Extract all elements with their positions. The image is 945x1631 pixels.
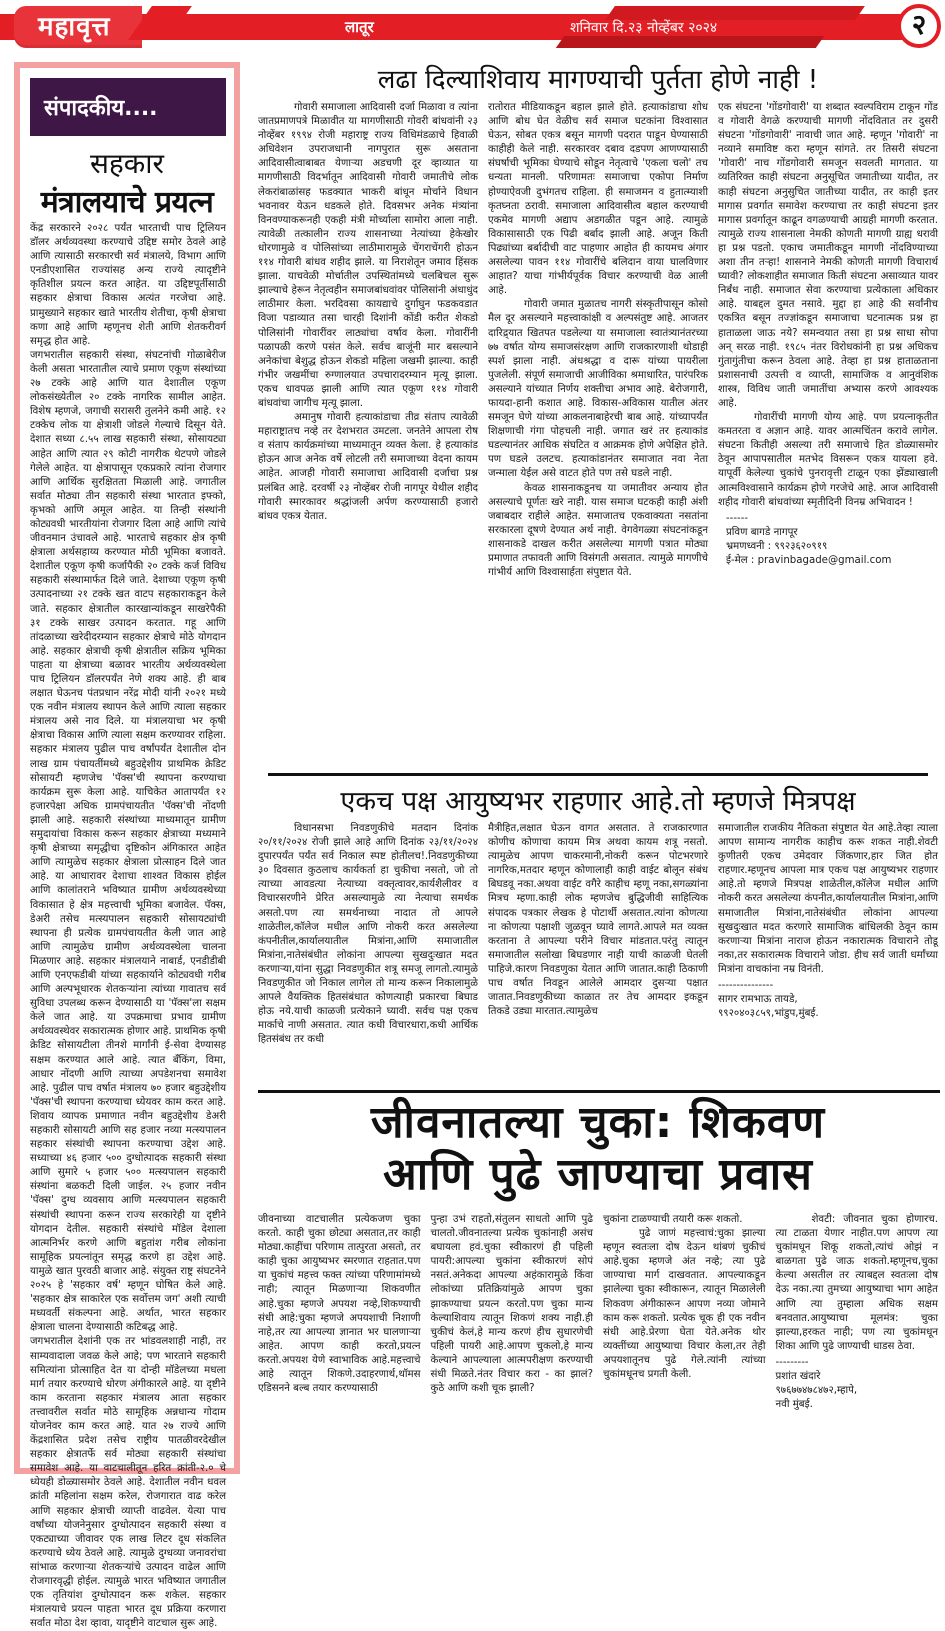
author-email: ई-मेल : pravinbagade@gmail.com xyxy=(726,555,892,566)
author-phone: भ्रमणध्वनी : ९९२३६२०९१९ xyxy=(726,540,828,552)
article3-headline-line1: जीवनातल्या चुका: शिकवण xyxy=(370,1097,826,1148)
article3-byline xyxy=(776,1356,939,1412)
article2-headline: एकच पक्ष आयुष्यभर राहणार आहे.तो म्हणजे मित्रपक्ष xyxy=(340,786,856,817)
edition-city: लातूर xyxy=(345,18,374,36)
article-paragraph: पुढे जाणं महत्त्वाचं:चुका झाल्या म्हणून स्वतःला दोष देऊन थांबणं चुकीचं आहे.चुका म्हणजे अंत नव्हे; त्या पुढे जाण्याचा मार्ग दाखवतात. आपल्याकडून झालेल्या चुका स्वीकारून, त्यातून मिळालेली शिकवण अंगीकारून आपण नव्या जोमाने काम करू शकतो. प्रत्येक चूक ही एक नवीन संधी आहे.प्रेरणा घेता येते.अनेक थोर व्यक्तींच्या आयुष्याचा विचार केला,तर तेही अपयशातूनच पुढे गेले.त्यांनी त्यांच्या चुकांमधूनच प्रगती केली. xyxy=(603,1228,766,1381)
article3-column xyxy=(776,1213,939,1479)
article3-column xyxy=(603,1213,766,1479)
article-paragraph: एक संघटना 'गोंडगोवारी' या शब्दात स्वल्पविराम टाकून गोंड व गोवारी वेगळे करण्याची मागणी नोंदवितात तर दुसरी संघटना 'गोंडगोवारी' नावाची जात आहे. म्हणून 'गोवारी' ना नव्याने समाविष्ट करा म्हणून सांगते. तर तिसरी संघटना 'गोवारी' नाच गोंडगोवारी समजून सवलती मागतात. या व्यतिरिक्त काही संघटना अनुसूचित जमातीच्या यादीत, तर काही संघटना अनुसुचित जातीच्या यादीत, तर काही इतर मागास प्रवर्गात समावेश करण्याचा तर काही संघटना इतर मागास प्रवर्गातून काढून वगळण्याची आग्रही मागणी करतात. त्यामुळे राज्य शासनाला नेमकी कोणती मागणी ग्राह्य धरावी हा प्रश्न पडतो. एकाच जमातीकडून मागणी नोंदविण्याच्या अशा तीन तऱ्हा! शासनाने नेमकी कोणती मागणी विचारार्थ घ्यावी? लोकशाहीत समाजात किती संघटना असाव्यात यावर निर्बंध नाही. समाजात सेवा करण्याचा प्रत्येकाला अधिकार आहे. याबद्दल दुमत नसावे. मुद्दा हा आहे की सर्वांनीच एकत्रित बसून तज्ज्ञांकडून समाजाचा घटनात्मक प्रश्न हा हाताळला जाऊ नये? समन्वयात तसा हा प्रश्न साधा सोपा अन् सरळ नाही. १९८५ नंतर विरोधकांनी हा प्रश्न अधिकच गुंतागुंतीचा करून ठेवला आहे. तेव्हा हा प्रश्न हाताळताना प्रशासनाची उत्पत्ती व व्याप्ती, सामाजिक व आनुवंशिक शास्त्र, विविध जाती जमातींचा अभ्यास करणे आवश्यक आहे. xyxy=(718,102,938,409)
article-paragraph: जीवनाच्या वाटचालीत प्रत्येकजण चुका करतो. काही चुका छोट्या असतात,तर काही मोठ्या.काहींचा परिणाम तात्पुरता असतो, तर काही चुका आयुष्यभर स्मरणात राहतात.पण या चुकांचं महत्त्व फक्त त्यांच्या परिणामांमध्ये नाही; त्यातून मिळणाऱ्या शिकवणीत आहे.चुका म्हणजे अपयश नव्हे,शिकण्याची संधी आहे:चुका म्हणजे अपयशाची निशाणी नाहे,तर त्या आपल्या ज्ञानात भर घालणाऱ्या आहेत. आपण काही करतो,प्रयत्न करतो.अपयश येणे स्वाभाविक आहे.महत्त्वाचे आहे त्यातून शिकणे.उदाहरणार्थ,थॉमस एडिसनने बल्ब तयार करण्यासाठी xyxy=(258,1214,421,1395)
article1-body xyxy=(258,101,938,763)
author-contact: ९९२०४०३८५९,भांडुप,मुंबई. xyxy=(718,1008,819,1020)
masthead xyxy=(0,0,945,54)
section-divider xyxy=(268,773,928,776)
article-paragraph: केवळ शासनाकडूनच या जमातीवर अन्याय होत असल्याचे पूर्णतः खरे नाही. यास समाज घटकही काही अंशी जबाबदार राहीले आहेत. समाजातच एकवाक्यता नसतांना सरकारला दूषणे देण्यात अर्थ नाही. वेगवेगळ्या संघटनांकडून शासनाकडे दाखल करीत असलेल्या मागणी पत्रात मोठ्या प्रमाणात तफावती आणि विसंगती असतात. त्यामुळे मागणीचे गांभीर्य आणि विश्वासार्हता संपुष्टात येते. xyxy=(488,482,708,579)
byline-separator: --------- xyxy=(775,1356,809,1368)
editorial-banner xyxy=(30,78,226,136)
article3-column xyxy=(431,1213,594,1479)
article3-column xyxy=(258,1213,421,1479)
article1-column xyxy=(718,101,938,763)
editorial-paragraph: जगभरातील सहकारी संस्था, संघटनांची गोळाबेरीज केली असता भारतातील त्याचे प्रमाण एकूण संस्थांच्या २७ टक्के आहे आणि यात देशातील एकूण लोकसंख्येतील २० टक्के नागरिक सामील आहेत. विशेष म्हणजे, जगाची सरासरी तुलनेने कमी आहे. १२ टक्केच लोक या क्षेत्राशी जोडले गेल्याचे दिसून येते. देशात सध्या ८.५५ लाख सहकारी संस्था, सोसायट्या आहेत आणि त्यात २९ कोटी नागरीक थेटपणे जोडले गेलेले आहेत. या क्षेत्रापासून एकप्रकारे त्यांना रोजगार आणि आर्थिक सुरक्षितता मिळाली आहे. जगातील सर्वात मोठ्या तीन सहकारी संस्था भारतात इफ्को, कृभको आणि अमूल आहेत. या तिन्ही संस्थांनी कोट्यवधी भारतीयांना रोजगार दिला आहे आणि त्यांचे जीवनमान उंचावले आहे. भारताचे सहकार क्षेत्र कृषी क्षेत्राला अर्थसहाय्य करण्यात मोठी भूमिका बजावते. देशातील एकूण कृषी कर्जापैकी २० टक्के कर्ज विविध सहकारी संस्थामार्फत दिले जाते. देशाच्या एकूण कृषी उत्पादनाच्या २१ टक्के खत वाटप सहकाराकडून केले जाते. सहकार क्षेत्रातील कारखान्यांकडून साखरेपैकी ३१ टक्के साखर उत्पादन करतात. गहू आणि तांदळाच्या खरेदीदरम्यान सहकार क्षेत्राचे मोठे योगदान आहे. सहकार क्षेत्राची कृषी क्षेत्रातील सक्रिय भूमिका पाहता या क्षेत्राच्या बळावर भारतीय अर्थव्यवस्थेला पाच ट्रिलियन डॉलरपर्यंत नेणे शक्य आहे. ही बाब लक्षात घेऊनच पंतप्रधान नरेंद्र मोदी यांनी २०२१ मध्ये एक नवीन मंत्रालय स्थापन केले आणि त्याला सहकार मंत्रालय असे नाव दिले. या मंत्रालयाचा भर कृषी क्षेत्राचा विकास आणि त्याला सक्षम करण्यावर राहिला. सहकार मंत्रालय पुढील पाच वर्षांपर्यंत देशातील दोन लाख ग्राम पंचायतींमध्ये बहुउद्देशीय प्राथमिक क्रेडिट सोसायटी म्हणजेच 'पॅक्स'ची स्थापना करण्याचा कार्यक्रम सुरू केला आहे. याचिकेत आतापर्यंत १२ हजारपेक्षा अधिक ग्रामपंचायतीत 'पॅक्स'ची नोंदणी झाली आहे. सहकारी संस्थांच्या माध्यमातून ग्रामीण समुदायांचा विकास करून सहकार क्षेत्राच्या मध्यमाने कृषी क्षेत्राच्या समृद्धीचा दृष्टिकोन अंगिकारत आहेत आणि त्यामुळेच सहकार क्षेत्राला प्रोत्साहन दिले जात आहे. या आधारावर देशाचा शाश्वत विकास होईल आणि कालांतराने भविष्यात ग्रामीण अर्थव्यवस्थेच्या विकासात हे क्षेत्र महत्त्वाची भूमिका बजावेल. पॅक्स, डेअरी तसेच मत्स्यपालन सहकारी सोसायट्यांची स्थापना ही प्रत्येक ग्रामपंचायतीत केली जात आहे आणि त्यामुळेच ग्रामीण अर्थव्यवस्थेला चालना मिळणार आहे. सहकार मंत्रालयाने नाबार्ड, एनडीडीबी आणि एनएफडीबी यांच्या सहकार्याने कोट्यवधी गरीब आणि अल्पभूधारक शेतकऱ्यांना त्यांच्या गावातच सर्व सुविधा उपलब्ध करून देण्यासाठी या 'पॅक्स'ला सक्षम केले जात आहे. या उपक्रमाचा प्रभाव ग्रामीण अर्थव्यवस्थेवर सकारात्मक होणार आहे. प्राथमिक कृषी क्रेडिट सोसायटीला तीनशे मार्गांनी ई-सेवा देण्यासह सक्षम करण्यात आले आहे. त्यात बँकिंग, विमा, आधार नोंदणी आणि त्याच्या अपडेशनचा समावेश आहे. पुढील पाच वर्षात मंत्रालय ७० हजार बहुउद्देशीय 'पॅक्स'ची स्थापना करण्याचा ध्येयवर काम करत आहे. शिवाय व्यापक प्रमाणात नवीन बहुउद्देशीय डेअरी सहकारी सोसायटी आणि सह हजार नव्या मत्स्यपालन सहकार संस्थांची स्थापना करण्याचा उद्देश आहे. सध्याच्या ४६ हजार ५०० दुग्धोत्पादक सहकारी संस्था आणि सुमारे ५ हजार ५०० मत्स्यपालन सहकारी संस्थांना बळकटी दिली जाईल. २५ हजार नवीन 'पॅक्स' दुग्ध व्यवसाय आणि मत्स्यपालन सहकारी संस्थांची स्थापना करून राज्य सरकारेही या दृष्टीने योगदान देतील. सहकारी संस्थांचे मॉडेल देशाला आत्मनिर्भर करणे आणि बहुतांश गरीब लोकांना सामूहिक प्रयत्नांतून समृद्ध करणे हा उद्देश आहे. यामुळे खात पुरवठी बाजार आहे. संयुक्त राष्ट्र संघटनेने २०२५ हे 'सहकार वर्ष' म्हणून घोषित केले आहे. 'सहकार क्षेत्र साकारेल एक सर्वोत्तम जग' अशी त्याची मध्यवर्ती संकल्पना आहे. अर्थात, भारत सहकार क्षेत्राला चालना देण्यासाठी कटिबद्ध आहे. xyxy=(30,349,226,1334)
editorial-banner-label: संपादकीय.... xyxy=(44,96,158,121)
editorial-body xyxy=(30,222,226,1630)
article3-headline xyxy=(258,1097,938,1201)
article-paragraph: चुकांना टाळण्याची तयारी करू शकतो. xyxy=(603,1214,743,1225)
author-city: नवी मुंबई. xyxy=(775,1399,813,1411)
article-paragraph: विधानसभा निवडणुकीचे मतदान दिनांक २०/११/२०२४ रोजी झाले आहे आणि दिनांक २३/११/२०२४ दुपारपर्यंत पर्यंत सर्व निकाल स्पष्ट होतीलच!.निवडणुकीच्या ३० दिवसात कुठलाच कार्यकर्ता हा चुकीचा नसतो, जो तो त्याच्या आवडत्या नेत्याच्या वक्तृत्वावर,कार्यशैलीवर व विचारसरणीने प्रेरित असल्यामुळे त्या नेत्याचा समर्थक असतो.पण त्या समर्थनाच्या नादात तो आपले शाळेतील,कॉलेज मधील आणि नोकरी करत असलेल्या कंपनीतील,कार्यालयातील मित्रांना,आणि समाजातील मित्रांना,नातेसंबंधीत लोकांना आपल्या सुखदुःखात मदत करणाऱ्या,यांना सुद्धा निवडणुकीत शत्रू समजू लागतो.त्यामुळे निवडणुकीत जो निकाल लागेल तो मान्य करून निकालामुळे आपले वैयक्तिक हितसंबंधात कोणत्याही प्रकारचा बिघाड होऊ नये.याची काळजी प्रत्येकाने घ्यावी. सर्वच पक्ष एकच मार्काचे नाणी असतात. त्यात कधी विचारधारा,कधी आर्थिक हितसंबंध तर कधी xyxy=(258,823,478,1046)
page-number-badge: २ xyxy=(897,4,941,48)
editorial-title-line2: मंत्रालयाचे प्रयत्न xyxy=(40,185,214,220)
article2-column xyxy=(258,822,478,1082)
article2-column xyxy=(488,822,708,1082)
editorial-paragraph: जगभरातील देशांनी एक तर भांडवलशाही नाही, तर साम्यवादाला जवळ केले आहे; पण भारताने सहकारी समित्यांना प्रोत्साहित देत या दोन्ही मॉडेलच्या मधला मार्ग तयार करण्याचे धोरण अंगीकारले आहे. या दृष्टीने काम करताना सहकार मंत्रालय आता सहकार तत्त्वावरील सर्वात मोठे सामूहिक अन्नधान्य गोदाम योजनेवर काम करत आहे. यात २७ राज्ये आणि केंद्रशासित प्रदेश तसेच राष्ट्रीय पातळीवरदेखील सहकार क्षेत्रातर्फे सर्व मोठ्या सहकारी संस्थांचा समावेश आहे. या वाटचालीतून हरित क्रांती-२.० चे ध्येयही डोळ्यासमोर ठेवले आहे. देशातील नवीन धवल क्रांती महिलांना सक्षम करेल, रोजगारात वाढ करेल आणि सहकार क्षेत्राची व्याप्ती वाढवेल. येत्या पाच वर्षांच्या योजनेनुसार दुग्धोत्पादन सहकारी संस्था व एकट्याच्या जीवावर एक लाख लिटर दूध संकलित करण्याचे ध्येय ठेवले आहे. त्यामुळे दुग्धव्या जनावरांचा सांभाळ करणाऱ्या शेतकऱ्यांचे उत्पादन वाढेल आणि रोजगारवृद्धी होईल. त्यामुळे भारत भविष्यात जगातील एक तृतियांश दुग्धोत्पादन करू शकेल. सहकार मंत्रालयाचे प्रयत्न पाहता भारत दूध प्रक्रिया करणारा सर्वात मोठा देश व्हावा, यादृष्टीने वाटचाल सुरू आहे. xyxy=(30,1336,226,1630)
article2-body xyxy=(258,822,938,1082)
byline-separator: --------------- xyxy=(718,980,774,992)
author-name: सागर रामभाऊ तायडे, xyxy=(718,994,798,1006)
article-paragraph: मैत्रीहित,लक्षात घेऊन वागत असतात. ते राजकारणात कोणीच कोणाचा कायम मित्र अथवा कायम शत्रू नसतो. त्यामुळेच आपण चाकरमानी,नोकरी करून पोटभरणारे नागरिक,मतदार म्हणून कोणालाही काही वाईट बोलून संबंध बिघडवू नका.अथवा वाईट वगैरे काहीच म्हणू नका,सगळ्यांना मित्रच म्हणा.काही लोक म्हणजेच बुद्धिजीवी साहित्यिक संपादक पत्रकार लेखक हे पोटार्थी असतात.त्यांना कोणत्या ना कोणत्या पक्षाशी जुळवून घ्यावे लागते.आपले मत व्यक्त करताना ते आपल्या परीने विचार मांडतात.परंतु त्यातून समाजातील सलोखा बिघडणार नाही याची काळजी घेतली पाहिजे.कारण निवडणुका येतात आणि जातात.काही ठिकाणी पाच वर्षात निवडून आलेले आमदार दुसऱ्या पक्षात जातात.निवडणुकीच्या काळात तर तेच आमदार इकडून तिकडे उड्या मारतात.त्यामुळेच xyxy=(488,823,708,1018)
article-paragraph: रातोरात मीडियाकडून बहाल झाले होते. हत्याकांडाचा शोध आणि बोध घेत वेळीच सर्व समाज घटकांना विश्वासात घेऊन, सोबत एकत्र बसून मागणी पदरात पाडून घेण्यासाठी काहीही केले नाही. सरकारवर दबाव दडपण आणण्यासाठी संघर्षाची भूमिका घेण्याचे सोडून नेतृत्वाचे 'एकला चलो' तच धन्यता मानली. परिणामतः समाजाचा एकोपा निर्माण होण्याऐवजी दुभंगतच राहिला. ही समाजमन व हुतात्म्याशी कृतघ्नता ठरावी. समाजाला आदिवासीत्व बहाल करण्याची एकमेव मागणी अद्याप अडगळीत पडून आहे. त्यामुळे विकासासाठी एक पिढी बर्बाद झाली आहे. अजून किती पिढ्यांच्या बर्बादीची वाट पाहणार आहोत ही कायमच अंगार असलेल्या पावन ११४ गोवारींचे बलिदान वाया घालविणार आहात? याचा गांभीर्यपूर्वक विचार करण्याची वेळ आली आहे. xyxy=(488,102,708,297)
masthead-slant-accent xyxy=(556,36,824,48)
article1-column xyxy=(488,101,708,763)
editorial-title-line1: सहकार xyxy=(89,147,164,180)
byline-separator: ------ xyxy=(726,512,749,524)
article3-headline-line2: आणि पुढे जाण्याचा प्रवास xyxy=(383,1149,813,1200)
article-paragraph: समाजातील राजकीय नैतिकता संपुष्टात येत आहे.तेव्हा त्याला आपण सामान्य नागरीक काहीच करू शकत नाही.शेवटी कुणीतरी एकच उमेदवार जिंकणार,हार जित होत राहणार.म्हणूनच आपला मात्र एकच पक्ष आयुष्यभर राहणार आहे.तो म्हणजे मित्रपक्ष शाळेतील,कॉलेज मधील आणि नोकरी करत असलेल्या कंपनीत,कार्यालयातील मित्रांना,आणि समाजातील मित्रांना,नातेसंबंधीत लोकांना आपल्या सुखदुःखात मदत करणारे सामाजिक बांधिलकी ठेवून काम करणाऱ्या मित्रांना नाराज होऊन नकारात्मक विचाराने तोडू नका,तर सकारात्मक विचाराने जोडा. हीच सर्व जाती धर्मांच्या मित्रांना वाचकांना नम्र विनंती. xyxy=(718,823,938,975)
article-paragraph: अमानुष गोवारी हत्याकांडाचा तीव्र संताप त्यावेळी महाराष्ट्रातच नव्हे तर देशभरात उमटला. जनतेने आपला रोष व संताप कार्यक्रमांच्या माध्यमातून व्यक्त केला. हे हत्याकांड होऊन आज अनेक वर्षे लोटली तरी समाजाच्या वेदना कायम आहेत. आजही गोवारी समाजाचा आदिवासी दर्जाचा प्रश्न प्रलंबित आहे. दरवर्षी २३ नोव्हेंबर रोजी नागपूर येथील शहीद गोवारी स्मारकावर श्रद्धांजली अर्पण करण्यासाठी हजारो बांधव एकत्र येतात. xyxy=(258,412,478,522)
author-name: प्रशांत खंदारे xyxy=(775,1371,821,1383)
article1-column xyxy=(258,101,478,763)
article-paragraph: शेवटी: जीवनात चुका होणारच. त्या टाळता येणार नाहीत.पण आपण त्या चुकांमधून शिकू शकतो,त्यांचं ओझं न बाळगता पुढे जाऊ शकतो.म्हणूनच,चुका केल्या असतील तर त्याबद्दल स्वतःला दोष देऊ नका.त्या तुमच्या आयुष्याचा भाग आहेत आणि त्या तुम्हाला अधिक सक्षम बनवतात.आयुष्याचा मूलमंत्र: चुका झाल्या,हरकत नाही; पण त्या चुकांमधून शिका आणि पुढे जाण्याची धाडस ठेवा. xyxy=(775,1214,938,1352)
newspaper-logo: महावृत्त xyxy=(38,12,111,42)
article-paragraph: गोवारी समाजाला आदिवासी दर्जा मिळावा व त्यांना जातप्रमाणपत्रे मिळावीत या मागणीसाठी गोवरी बांधवांनी २३ नोव्हेंबर १९९४ रोजी महाराष्ट्र राज्य विधिमंडळाचे हिवाळी अधिवेशन उपराजधानी नागपुरात सुरू असताना आदिवासीत्वाबाबत येणाऱ्या अडचणी दूर व्हाव्यात या मागणीसाठी विदर्भातून आदिवासी गोवारी जमातीचे लोक लेकरांबाळांसह फडक्यात भाकरी बांधून मोर्चाने विधान भवनावर येऊन धडकले होते. दिवसभर अनेक मंत्र्यांना विनवण्याकरूनही एकही मंत्री मोर्च्याला सामोरा आला नाही. त्यावेळी तत्कालीन राज्य शासनाच्या नेत्यांच्या हेकेखोर धोरणामुळे व पोलिसांच्या लाठीमारामुळे चेंगराचेंगरी होऊन ११४ गोवारी बांधव शहीद झाले. या निराशेतून जमाव हिंसक झाला. याचवेळी मोर्चातील उपस्थितांमध्ये चलबिचल सुरू झाल्याचे हेरून नेतृत्वहीन समाजबांधवांवर पोलिसांनी अंधाधुंद लाठीमार केला. भरदिवसा कायद्याचे दुर्गाघुन फडकवडात विजा पडाव्यात तसा चारही दिशांनी कोंडी करीत शेकडो पोलिसांनी गोवारींवर लाठ्यांचा वर्षाव केला. गोवारींनी पळापळी करणे पसंत केले. सर्वच बाजूंनी मार बसल्याने अनेकांचा बेशुद्ध होऊन शेकडो महिला जखमी झाल्या. काही गंभीर जखमींचा रुग्णालयात उपचारादरम्यान मृत्यू झाला. एकच धावपळ झाली आणि त्यात एकूण ११४ गोवारी बांधवांचा जागीच मृत्यू झाला. xyxy=(258,102,478,409)
editorial-column xyxy=(14,62,240,1630)
article3-body xyxy=(258,1213,938,1479)
author-contact: ९७६७७४७८४७२,म्हापे, xyxy=(775,1385,858,1397)
issue-date: शनिवार दि.२३ नोव्हेंबर २०२४ xyxy=(570,20,718,36)
article1-headline: लढा दिल्याशिवाय मागण्याची पुर्तता होणे नाही ! xyxy=(377,65,819,95)
article-paragraph: गोवारी जमात मुळातच नागरी संस्कृतीपासून कोसो मैल दूर असल्याने महत्त्वाकांक्षी व अल्पसंतुष्ट आहे. आजतर दारिद्र्यात खितपत पडलेल्या या समाजाला स्वातंत्र्यानंतरच्या ७७ वर्षात योग्य समाजसंरक्षण आणि राजकारणाशी थोडाही स्पर्श झाला नाही. अंधश्रद्धा व दारू यांच्या पायरीला पुजलेली. संपूर्ण समाजाची आजीविका श्रमाधारित, पारंपरिक असल्याने यांच्यात निर्णय शक्तीचा अभाव आहे. बेरोजगारी, फायदा-हानी कशात आहे. विकास-अविकास यातील अंतर समजून घेणे यांच्या आकलनाबाहेरची बाब आहे. यांच्यापर्यंत शिक्षणाची गंगा पोहचली नाही. जगात खरं तर हत्याकांड घडल्यानंतर आधिक संघटित व आक्रमक होणे अपेक्षित होते. पण घडले उलटच. हत्याकांडानंतर समाजात नवा नेता जन्माला येईल असे वाटत होते पण तसे घडले नाही. xyxy=(488,299,708,480)
section-divider xyxy=(258,1090,940,1093)
article1-byline xyxy=(718,512,938,568)
article2-byline xyxy=(718,979,938,1021)
article-paragraph: गोवारींची मागणी योग्य आहे. पण प्रयत्नाकृतीत कमतरता व अज्ञान आहे. यावर आत्मचिंतन करावे लागेल. संघटना कितीही असल्या तरी समाजाचे हित डोळ्यासमोर ठेवून आपापसातील मतभेद विसरून एकत्र यायला हवे. यापूर्वी केलेल्या चुकांचे पुनरावृत्ती टाळून एका झेंड्याखाली आत्मविश्वासाने कार्यक्रम होणे गरजेचे आहे. आज आदिवासी शहीद गोवारी बांधवांच्या स्मृतीदिनी विनम्र अभिवादन ! xyxy=(718,412,938,508)
article2-column xyxy=(718,822,938,1082)
editorial-paragraph: केंद्र सरकारने २०२८ पर्यंत भारताची पाच ट्रिलियन डॉलर अर्थव्यवस्था करण्याचे उद्दिष्ट समोर ठेवले आहे आणि त्यासाठी सरकारची सर्व मंत्रालये, विभाग आणि एनडीएशासित राज्यांसह अन्य राज्ये त्यादृष्टीने कृतिशील प्रयत्न करत आहेत. या उद्दिष्टपूर्तीसाठी सहकार क्षेत्राचा विकास अत्यंत गरजेचा आहे. प्रामुख्याने सहकार खाते भारतीय शेतीचा, कृषी क्षेत्राचा कणा आहे आणि म्हणूनच शेती आणि शेतकरीवर्ग समृद्ध होत आहे. xyxy=(30,223,226,347)
article-paragraph: पुन्हा उभं राहतो,संतुलन साधतो आणि पुढे चालतो.जीवनातल्या प्रत्येक चुकांनाही असंच बघायला हवं.चुका स्वीकारणं ही पहिली पायरी:आपल्या चुकांना स्वीकारणं सोपं नसतं.अनेकदा आपल्या अहंकारामुळे किंवा लोकांच्या प्रतिक्रियांमुळे आपण चुका झाकण्याचा प्रयत्न करतो.पण चुका मान्य केल्याशिवाय त्यातून शिकणं शक्य नाही.ही चुकीचं केलं,हे मान्य करणं हीच सुधारणेची पहिली पायरी आहे.आपण चुकलो,हे मान्य केल्याने आपल्याला आत्मपरीक्षण करण्याची संधी मिळते.नंतर विचार करा - का झालं? कुठे आणि कशी चूक झाली? xyxy=(430,1214,593,1395)
author-name: प्रविण बागडे नागपूर xyxy=(726,526,798,538)
